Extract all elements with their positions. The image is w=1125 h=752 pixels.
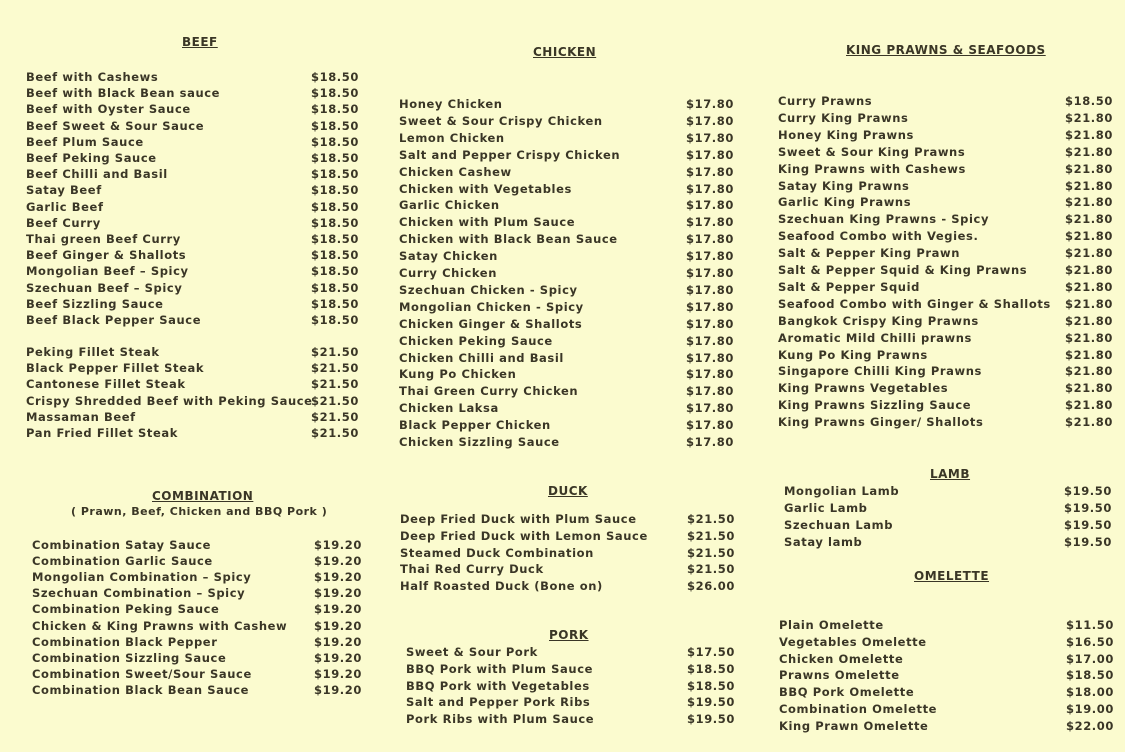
menu-item-name: Mongolian Lamb [784, 484, 900, 498]
menu-item-price: $21.80 [1065, 330, 1113, 345]
menu-item-price: $18.50 [311, 199, 359, 214]
menu-item-name: Garlic Chicken [399, 198, 500, 213]
menu-item-price: $18.50 [311, 134, 359, 149]
menu-item-name: Garlic Lamb [784, 501, 868, 515]
menu-item-name: Satay Beef [26, 183, 102, 198]
menu-item-name: Seafood Combo with Ginger & Shallots [778, 296, 1051, 311]
menu-item-name: Honey King Prawns [778, 127, 915, 142]
menu-item-name: Satay lamb [784, 535, 863, 549]
menu-item-price: $19.20 [314, 586, 362, 601]
menu-item-name: Aromatic Mild Chilli prawns [778, 330, 972, 345]
menu-item-price: $21.50 [687, 562, 735, 577]
menu-item-name: Combination Black Pepper [32, 634, 218, 649]
menu-item-price: $26.00 [687, 579, 735, 594]
menu-item-price: $19.50 [1064, 484, 1112, 498]
menu-item-price: $21.50 [311, 426, 359, 440]
menu-item-name: King Prawn Omelette [779, 718, 929, 733]
menu-item-price: $17.00 [1066, 651, 1114, 666]
menu-item-name: Chicken Ginger & Shallots [399, 316, 583, 331]
menu-item-price: $17.80 [686, 316, 734, 331]
menu-item-price: $19.20 [314, 554, 362, 569]
menu-item-name: Combination Black Bean Sauce [32, 682, 250, 697]
menu-item-price: $21.80 [1065, 381, 1113, 396]
menu-item-price: $19.50 [1064, 501, 1112, 515]
menu-item-price: $17.80 [686, 164, 734, 179]
menu-item-name: Thai Red Curry Duck [400, 562, 544, 577]
menu-item-name: BBQ Pork with Plum Sauce [406, 661, 594, 676]
menu-item-price: $22.00 [1066, 718, 1114, 733]
menu-item-price: $17.80 [686, 147, 734, 162]
menu-item-price: $18.50 [311, 86, 359, 101]
menu-item-name: Curry King Prawns [778, 110, 909, 125]
menu-item-price: $19.00 [1066, 702, 1114, 716]
menu-item-price: $19.50 [1064, 518, 1112, 532]
menu-item-name: BBQ Pork with Vegetables [406, 678, 590, 693]
menu-item-price: $21.50 [311, 361, 359, 376]
menu-item-name: Garlic Beef [26, 199, 104, 214]
menu-item-name: Chicken & King Prawns with Cashew [32, 618, 288, 633]
menu-item-name: Chicken Omelette [779, 651, 904, 666]
menu-item-price: $19.50 [1064, 535, 1112, 549]
menu-item-price: $19.20 [314, 602, 362, 617]
menu-item-name: Salt and Pepper Crispy Chicken [399, 147, 621, 162]
menu-item-name: Szechuan Chicken - Spicy [399, 282, 578, 297]
menu-item-name: Combination Sweet/Sour Sauce [32, 666, 252, 681]
menu-item-name: Satay King Prawns [778, 178, 910, 193]
menu-item-name: Beef Sweet & Sour Sauce [26, 118, 205, 133]
combination-heading: COMBINATION [152, 489, 254, 503]
menu-item-price: $17.80 [686, 113, 734, 128]
menu-item-name: Peking Fillet Steak [26, 345, 160, 359]
menu-item-price: $18.00 [1066, 685, 1114, 700]
menu-item-name: Deep Fried Duck with Plum Sauce [400, 512, 637, 526]
menu-item-name: Mongolian Chicken - Spicy [399, 299, 584, 314]
menu-item-name: Vegetables Omelette [779, 634, 927, 649]
menu-item-name: Thai Green Curry Chicken [399, 384, 579, 399]
menu-item-name: Sweet & Sour Crispy Chicken [399, 113, 603, 128]
menu-item-name: Szechuan King Prawns - Spicy [778, 212, 990, 227]
menu-item-price: $19.20 [314, 650, 362, 665]
menu-item-name: Massaman Beef [26, 409, 136, 424]
menu-item-name: Beef with Cashews [26, 70, 159, 84]
menu-item-name: Beef with Black Bean sauce [26, 86, 221, 101]
menu-item-price: $17.80 [686, 215, 734, 230]
combination-subtitle: ( Prawn, Beef, Chicken and BBQ Pork ) [71, 505, 328, 518]
menu-item-name: Deep Fried Duck with Lemon Sauce [400, 528, 648, 543]
menu-item-name: Combination Omelette [779, 702, 938, 716]
lamb-heading: LAMB [930, 467, 971, 481]
menu-item-name: Beef with Oyster Sauce [26, 102, 191, 117]
menu-item-price: $21.80 [1065, 415, 1113, 430]
menu-item-price: $18.50 [1065, 94, 1113, 108]
menu-item-name: Black Pepper Chicken [399, 418, 551, 433]
menu-item-name: Chicken with Black Bean Sauce [399, 232, 618, 247]
menu-item-name: Kung Po King Prawns [778, 347, 928, 362]
menu-item-price: $21.50 [687, 528, 735, 543]
menu-item-name: Beef Peking Sauce [26, 151, 157, 165]
menu-item-price: $17.80 [686, 282, 734, 297]
menu-item-name: Curry Chicken [399, 266, 497, 280]
menu-item-price: $17.80 [686, 299, 734, 314]
menu-item-name: Chicken Peking Sauce [399, 333, 553, 348]
menu-item-price: $18.50 [687, 661, 735, 676]
menu-item-price: $17.80 [686, 249, 734, 264]
menu-item-name: Bangkok Crispy King Prawns [778, 313, 979, 328]
menu-item-price: $21.80 [1065, 195, 1113, 210]
menu-item-name: Mongolian Combination – Spicy [32, 570, 252, 585]
menu-item-price: $19.20 [314, 682, 362, 697]
menu-item-name: Seafood Combo with Vegies. [778, 229, 979, 244]
menu-item-name: Prawns Omelette [779, 668, 900, 683]
menu-item-price: $18.50 [311, 296, 359, 311]
menu-item-name: BBQ Pork Omelette [779, 685, 915, 700]
menu-item-price: $19.20 [314, 666, 362, 681]
menu-item-price: $11.50 [1066, 618, 1114, 632]
chicken-heading: CHICKEN [533, 45, 597, 59]
menu-item-price: $21.80 [1065, 229, 1113, 244]
menu-item-price: $17.80 [686, 266, 734, 280]
menu-item-price: $19.20 [314, 618, 362, 633]
menu-item-price: $21.80 [1065, 161, 1113, 176]
menu-item-price: $17.80 [686, 435, 734, 449]
duck-heading: DUCK [548, 484, 588, 498]
menu-item-name: Crispy Shredded Beef with Peking Sauce [26, 393, 313, 408]
menu-item-price: $18.50 [311, 151, 359, 165]
menu-item-price: $17.80 [686, 401, 734, 416]
menu-item-name: Kung Po Chicken [399, 367, 517, 382]
menu-item-name: Beef Curry [26, 215, 101, 230]
menu-item-name: Garlic King Prawns [778, 195, 912, 210]
menu-item-price: $21.80 [1065, 263, 1113, 277]
menu-item-name: Pork Ribs with Plum Sauce [406, 712, 595, 727]
menu-item-name: Chicken with Plum Sauce [399, 215, 576, 230]
menu-item-name: Mongolian Beef – Spicy [26, 264, 189, 279]
menu-item-name: King Prawns Ginger/ Shallots [778, 415, 984, 430]
menu-item-price: $21.50 [311, 409, 359, 424]
menu-item-price: $21.80 [1065, 347, 1113, 362]
menu-item-price: $17.80 [686, 350, 734, 365]
menu-item-price: $18.50 [311, 248, 359, 263]
menu-item-price: $21.80 [1065, 313, 1113, 328]
menu-item-name: Satay Chicken [399, 249, 498, 264]
menu-item-name: King Prawns with Cashews [778, 161, 966, 176]
menu-item-price: $17.80 [686, 198, 734, 213]
menu-item-price: $21.50 [687, 512, 735, 526]
pork-heading: PORK [549, 628, 589, 642]
menu-item-price: $18.50 [311, 167, 359, 182]
menu-item-price: $19.20 [314, 634, 362, 649]
menu-item-price: $21.50 [311, 393, 359, 408]
menu-item-name: Szechuan Beef – Spicy [26, 280, 183, 295]
menu-item-name: Beef Ginger & Shallots [26, 248, 187, 263]
menu-item-name: Steamed Duck Combination [400, 545, 594, 560]
menu-item-price: $18.50 [311, 280, 359, 295]
menu-item-price: $21.80 [1065, 110, 1113, 125]
menu-item-price: $17.80 [686, 181, 734, 196]
menu-item-price: $18.50 [311, 102, 359, 117]
menu-item-price: $21.80 [1065, 364, 1113, 379]
menu-item-price: $21.80 [1065, 246, 1113, 261]
menu-item-price: $21.80 [1065, 178, 1113, 193]
menu-item-price: $18.50 [687, 678, 735, 693]
menu-item-name: Salt & Pepper Squid & King Prawns [778, 263, 1028, 277]
menu-item-name: Sweet & Sour Pork [406, 645, 538, 659]
menu-item-price: $18.50 [311, 232, 359, 246]
menu-item-price: $21.80 [1065, 144, 1113, 159]
menu-item-name: Beef Plum Sauce [26, 134, 144, 149]
menu-item-name: Chicken Chilli and Basil [399, 350, 564, 365]
menu-item-name: Chicken with Vegetables [399, 181, 572, 196]
menu-item-name: Chicken Sizzling Sauce [399, 435, 560, 449]
menu-item-name: Sweet & Sour King Prawns [778, 144, 966, 159]
menu-item-name: Salt & Pepper King Prawn [778, 246, 961, 261]
menu-item-name: Combination Garlic Sauce [32, 554, 213, 569]
menu-item-price: $18.50 [311, 70, 359, 84]
menu-item-name: King Prawns Sizzling Sauce [778, 398, 972, 413]
beef-heading: BEEF [182, 35, 218, 49]
menu-item-price: $17.80 [686, 333, 734, 348]
menu-item-price: $17.80 [686, 97, 734, 111]
menu-item-name: Szechuan Lamb [784, 518, 894, 532]
menu-item-name: Combination Sizzling Sauce [32, 650, 227, 665]
menu-item-name: Honey Chicken [399, 97, 503, 111]
menu-item-price: $18.50 [311, 264, 359, 279]
seafood-heading: KING PRAWNS & SEAFOODS [846, 43, 1046, 57]
menu-item-name: King Prawns Vegetables [778, 381, 949, 396]
menu-item-price: $18.50 [311, 313, 359, 327]
menu-item-name: Curry Prawns [778, 94, 873, 108]
menu-item-price: $21.80 [1065, 398, 1113, 413]
menu-item-price: $17.80 [686, 367, 734, 382]
menu-item-price: $19.20 [314, 570, 362, 585]
menu-item-name: Chicken Laksa [399, 401, 499, 416]
menu-item-name: Half Roasted Duck (Bone on) [400, 579, 603, 594]
menu-item-name: Combination Satay Sauce [32, 538, 212, 552]
menu-item-price: $19.50 [687, 695, 735, 710]
menu-item-name: Salt & Pepper Squid [778, 279, 920, 294]
menu-item-price: $19.50 [687, 712, 735, 727]
menu-item-price: $21.50 [687, 545, 735, 560]
menu-item-price: $17.80 [686, 232, 734, 247]
menu-item-name: Thai green Beef Curry [26, 232, 181, 246]
menu-item-name: Black Pepper Fillet Steak [26, 361, 205, 376]
menu-item-price: $17.50 [687, 645, 735, 659]
menu-item-name: Beef Chilli and Basil [26, 167, 168, 182]
menu-item-name: Pan Fried Fillet Steak [26, 426, 179, 440]
menu-item-name: Singapore Chilli King Prawns [778, 364, 983, 379]
menu-item-price: $18.50 [311, 118, 359, 133]
menu-item-price: $21.50 [311, 345, 359, 359]
menu-item-name: Cantonese Fillet Steak [26, 377, 186, 392]
omelette-heading: OMELETTE [914, 569, 990, 583]
menu-item-name: Chicken Cashew [399, 164, 512, 179]
menu-item-name: Beef Black Pepper Sauce [26, 313, 202, 327]
menu-item-price: $17.80 [686, 418, 734, 433]
menu-item-name: Salt and Pepper Pork Ribs [406, 695, 591, 710]
menu-item-price: $18.50 [1066, 668, 1114, 683]
menu-item-price: $18.50 [311, 183, 359, 198]
menu-item-price: $16.50 [1066, 634, 1114, 649]
menu-item-price: $19.20 [314, 538, 362, 552]
menu-item-price: $21.80 [1065, 279, 1113, 294]
menu-item-price: $18.50 [311, 215, 359, 230]
menu-item-price: $21.80 [1065, 127, 1113, 142]
menu-item-name: Beef Sizzling Sauce [26, 296, 164, 311]
menu-item-price: $21.80 [1065, 296, 1113, 311]
menu-item-name: Szechuan Combination – Spicy [32, 586, 246, 601]
menu-item-name: Plain Omelette [779, 618, 884, 632]
menu-item-price: $17.80 [686, 130, 734, 145]
menu-item-price: $17.80 [686, 384, 734, 399]
menu-item-name: Combination Peking Sauce [32, 602, 220, 617]
menu-item-price: $21.80 [1065, 212, 1113, 227]
menu-item-name: Lemon Chicken [399, 130, 505, 145]
menu-item-price: $21.50 [311, 377, 359, 392]
